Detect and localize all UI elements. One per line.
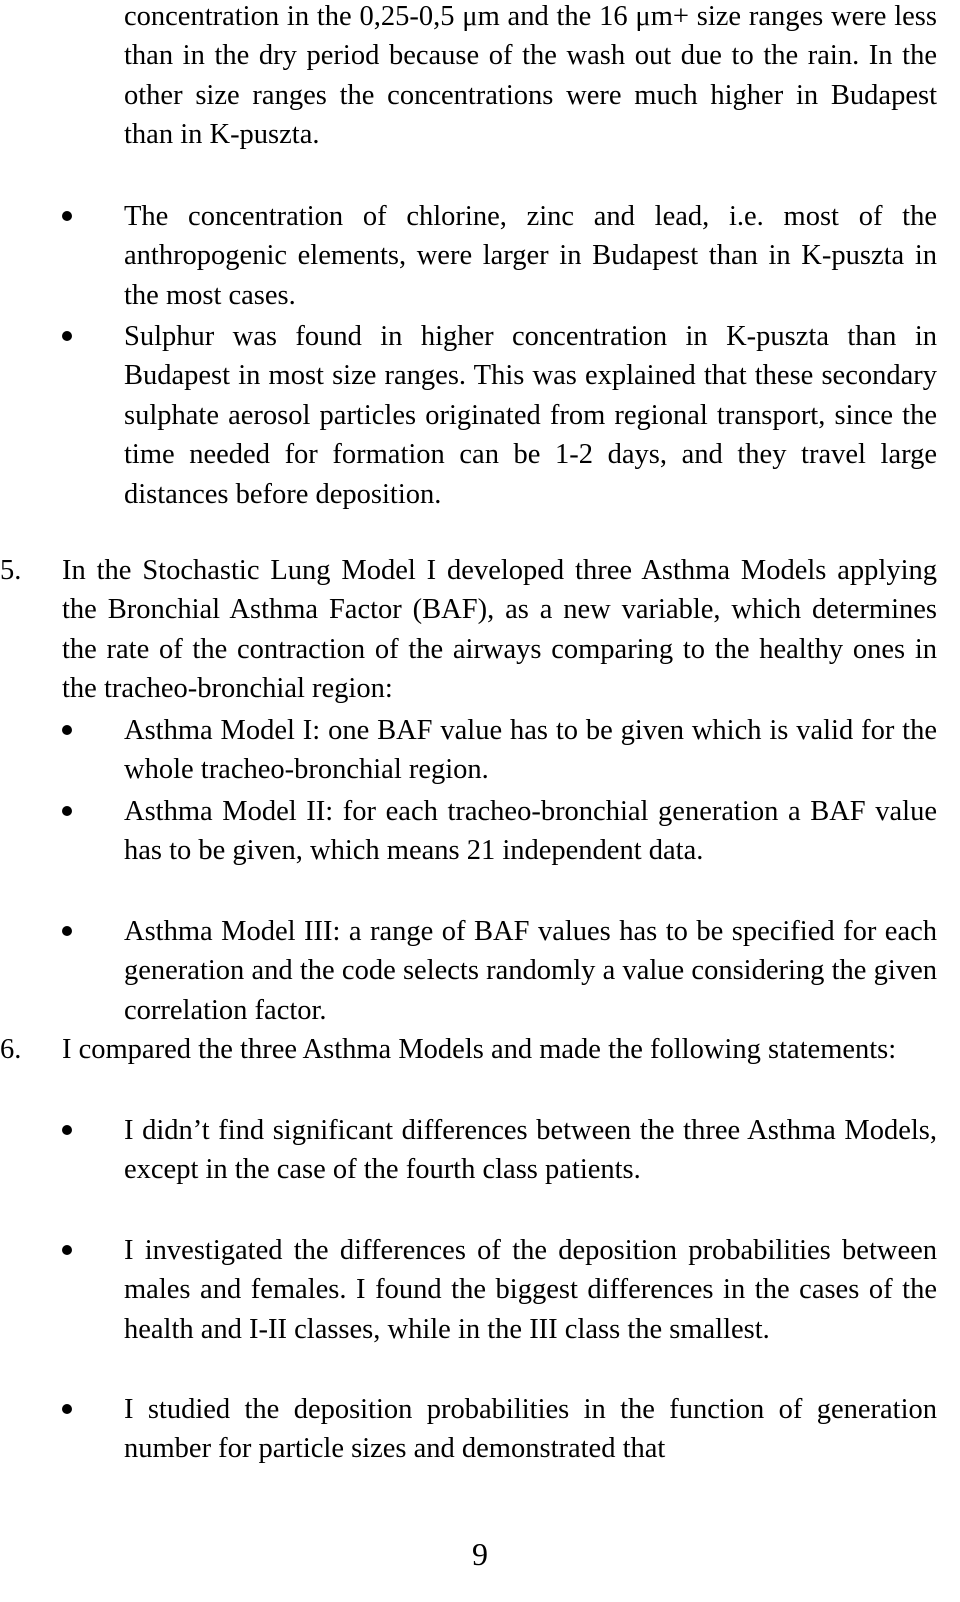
bullet-paragraph: Asthma Model II: for each tracheo-bronchial generation a BAF value has to be given, which means 21 independent data. xyxy=(124,796,937,867)
bullet-paragraph: I didn’t find significant differences between the three Asthma Models, except in the case of the fourth class patients. xyxy=(124,1115,937,1186)
bullet-icon xyxy=(62,926,72,936)
bullet-icon xyxy=(62,1245,72,1255)
bullet-paragraph: I investigated the differences of the deposition probabilities between males and females. I found the biggest differences in the cases of the health and I-II classes, while in the III class the smallest. xyxy=(124,1235,937,1345)
bullet-icon xyxy=(62,331,72,341)
page-number: 9 xyxy=(472,1536,488,1572)
bullet-paragraph: The concentration of chlorine, zinc and lead, i.e. most of the anthropogenic elements, were larger in Budapest than in K-puszta in the most cases. xyxy=(124,201,937,311)
numbered-paragraph: In the Stochastic Lung Model I developed three Asthma Models applying the Bronchial Asthma Factor (BAF), as a new variable, which determines the rate of the contraction of the airways comparing to the healthy ones in the tracheo-bronchial region: xyxy=(62,555,937,705)
bullet-icon xyxy=(62,725,72,735)
bullet-icon xyxy=(62,1404,72,1414)
continuation-paragraph: concentration in the 0,25-0,5 μm and the 16 μm+ size ranges were less than in the dry period because of the wash out due to the rain. In the other size ranges the concentrations were much higher in Budapest than in K-puszta. xyxy=(124,1,937,151)
numbered-paragraph: I compared the three Asthma Models and made the following statements: xyxy=(62,1034,897,1065)
bullet-icon xyxy=(62,1125,72,1135)
list-number: 6. xyxy=(0,1034,22,1065)
bullet-paragraph: Asthma Model I: one BAF value has to be given which is valid for the whole tracheo-bronchial region. xyxy=(124,715,937,786)
bullet-paragraph: Asthma Model III: a range of BAF values has to be specified for each generation and the code selects randomly a value considering the given correlation factor. xyxy=(124,916,937,1026)
bullet-icon xyxy=(62,211,72,221)
list-number: 5. xyxy=(0,555,22,586)
bullet-paragraph: I studied the deposition probabilities in the function of generation number for particle sizes and demonstrated that xyxy=(124,1394,937,1465)
bullet-paragraph: Sulphur was found in higher concentration in K-puszta than in Budapest in most size ranges. This was explained that these secondary sulphate aerosol particles originated from regional transport, since the time needed for formation can be 1-2 days, and they travel large distances before deposition. xyxy=(124,321,937,510)
bullet-icon xyxy=(62,806,72,816)
